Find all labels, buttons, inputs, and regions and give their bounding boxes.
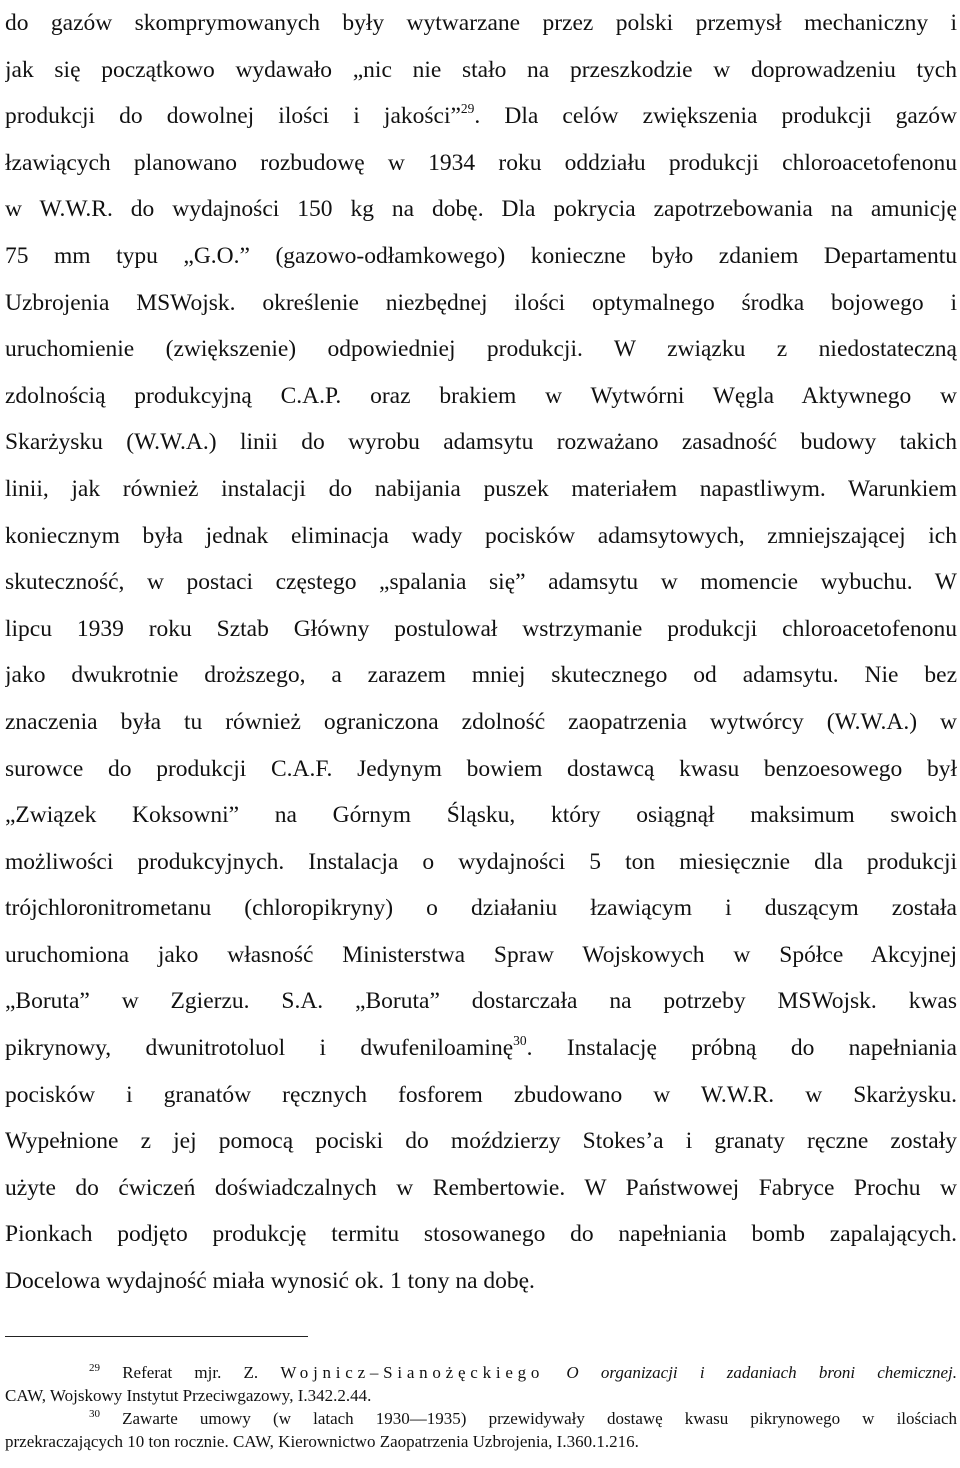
footnote-number: 29 (89, 1362, 100, 1374)
footnote-30: $^{30}$ Zawarte umowy (w latach 1930—1935) przewidywały dostawę kwasu pikrynowego w ilościach (89, 1408, 957, 1428)
text-line: możliwości produkcyjnych. Instalacja o wydajności 5 ton miesięcznie dla produkcji (5, 848, 957, 875)
text-line: Pionkach podjęto produkcję termitu stosowanego do napełniania bomb zapalających. (5, 1221, 957, 1248)
footnotes (5, 1361, 957, 1453)
footnote-separator (5, 1336, 308, 1337)
text-line: w W.W.R. do wydajności 150 kg na dobę. Dla pokrycia zapotrzebowania na amunicję (5, 196, 957, 223)
text-line: do gazów skomprymowanych były wytwarzane przez polski przemysł mechaniczny i (5, 10, 957, 36)
text-line: 75 mm typu „G.O.” (gazowo-odłamkowego) konieczne było zdaniem Departamentu (5, 242, 957, 269)
footnote-title: O organizacji i zadaniach broni chemicznej. (566, 1363, 957, 1382)
footnote-29: $^{29}$ Referat mjr. Z. Wojnicz–Sianożęckiego O organizacji i zadaniach broni chemicznej. (89, 1362, 957, 1382)
text-line: „Związek Koksowni” na Górnym Śląsku, który osiągnął maksimum swoich (5, 802, 957, 829)
text-line: „Boruta” w Zgierzu. S.A. „Boruta” dostarczała na potrzeby MSWojsk. kwas (5, 988, 957, 1015)
footnote-author: Wojnicz–Sianożęckiego (280, 1363, 545, 1382)
text-line: pikrynowy, dwunitrotoluol i dwufeniloaminę$^{30}$. Instalację próbną do napełniania (5, 1033, 957, 1062)
text-line: łzawiących planowano rozbudowę w 1934 roku oddziału produkcji chloroacetofenonu (5, 149, 957, 176)
text-line: Wypełnione z jej pomocą pociski do moździerzy Stokes’a i granaty ręczne zostały (5, 1128, 957, 1155)
text-line: trójchloronitrometanu (chloropikryny) o działaniu łzawiącym i duszącym została (5, 895, 957, 922)
footnote-ref-29[interactable]: 29 (460, 101, 475, 117)
text-line: jak się początkowo wydawało „nic nie stało na przeszkodzie w doprowadzeniu tych (5, 56, 957, 83)
text-line: koniecznym była jednak eliminacja wady pocisków adamsytowych, zmniejszającej ich (5, 522, 957, 549)
text-line: uruchomiona jako własność Ministerstwa Spraw Wojskowych w Spółce Akcyjnej (5, 941, 957, 968)
text-line: produkcji do dowolnej ilości i jakości”$^{29}$. Dla celów zwiększenia produkcji gazów (5, 101, 957, 130)
text-line: użyte do ćwiczeń doświadczalnych w Rembertowie. W Państwowej Fabryce Prochu w (5, 1174, 957, 1201)
text-line: skuteczność, w postaci częstego „spalania się” adamsytu w momencie wybuchu. W (5, 569, 957, 596)
text-line: uruchomienie (zwiększenie) odpowiedniej produkcji. W związku z niedostateczną (5, 336, 957, 363)
text-line: znaczenia była tu również ograniczona zdolność zaopatrzenia wytwórcy (W.W.A.) w (5, 708, 957, 735)
text-line: Skarżysku (W.W.A.) linii do wyrobu adamsytu rozważano zasadność budowy takich (5, 429, 957, 456)
text-line: Uzbrojenia MSWojsk. określenie niezbędnej ilości optymalnego środka bojowego i (5, 289, 957, 316)
text-line: surowce do produkcji C.A.F. Jedynym bowiem dostawcą kwasu benzoesowego był (5, 755, 957, 782)
body-text (5, 0, 957, 1305)
text-line: linii, jak również instalacji do nabijania puszek materiałem napastliwym. Warunkiem (5, 475, 957, 502)
footnote-30-cont: przekraczających 10 ton rocznie. CAW, Kierownictwo Zaopatrzenia Uzbrojenia, I.360.1.216. (5, 1432, 639, 1451)
text-line: zdolnością produkcyjną C.A.P. oraz brakiem w Wytwórni Węgla Aktywnego w (5, 382, 957, 409)
footnote-29-cont: CAW, Wojskowy Instytut Przeciwgazowy, I.342.2.44. (5, 1386, 372, 1405)
text-line: jako dwukrotnie droższego, a zarazem mniej skutecznego od adamsytu. Nie bez (5, 662, 957, 689)
footnote-number: 30 (89, 1408, 100, 1420)
text-line: pocisków i granatów ręcznych fosforem zbudowano w W.W.R. w Skarżysku. (5, 1081, 957, 1108)
text-line: Docelowa wydajność miała wynosić ok. 1 tony na dobę. (5, 1268, 535, 1295)
footnote-ref-30[interactable]: 30 (513, 1033, 527, 1049)
text-line: lipcu 1939 roku Sztab Główny postulował wstrzymanie produkcji chloroacetofenonu (5, 615, 957, 642)
